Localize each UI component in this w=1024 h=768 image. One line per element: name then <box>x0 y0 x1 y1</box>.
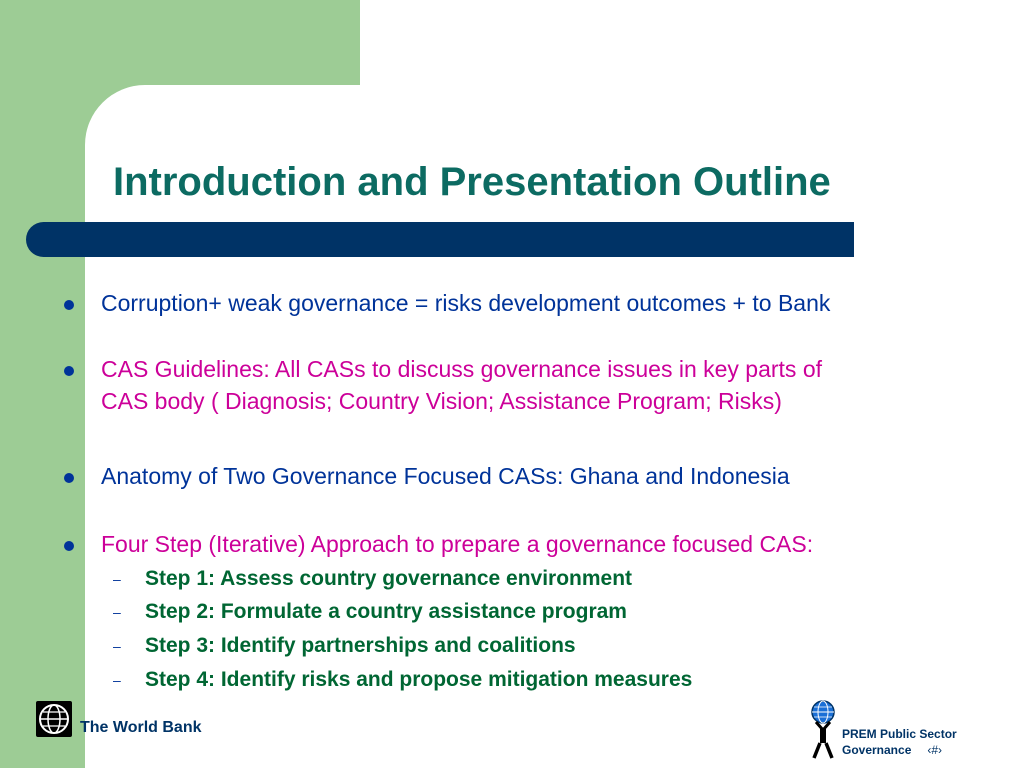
bullet-text: CAS body ( Diagnosis; Country Vision; Assistance Program; Risks) <box>101 388 782 414</box>
step-text: Step 3: Identify partnerships and coalitions <box>145 634 576 657</box>
step-text: Step 2: Formulate a country assistance program <box>145 600 627 623</box>
dash-icon: – <box>113 638 121 654</box>
title-underline-bar <box>26 222 854 257</box>
bullet-item <box>64 460 790 492</box>
bullet-dot-icon <box>64 541 74 551</box>
bullet-dot-icon <box>64 300 74 310</box>
globe-icon <box>36 701 72 737</box>
dash-icon: – <box>113 604 121 620</box>
step-item <box>113 666 692 694</box>
bullet-text: Corruption+ weak governance = risks development outcomes + to Bank <box>101 290 831 316</box>
organization-name: The World Bank <box>80 719 202 736</box>
prem-line-1: PREM Public Sector <box>842 727 957 741</box>
bullet-text: Anatomy of Two Governance Focused CASs: Ghana and Indonesia <box>101 463 790 489</box>
bullet-item <box>64 353 822 417</box>
atlas-figure-icon <box>808 700 838 760</box>
bullet-item <box>64 528 813 560</box>
bullet-text: Four Step (Iterative) Approach to prepare a governance focused CAS: <box>101 531 814 557</box>
bullet-text: CAS Guidelines: All CASs to discuss governance issues in key parts of <box>101 356 823 382</box>
bullet-dot-icon <box>64 366 74 376</box>
step-text: Step 1: Assess country governance environment <box>145 567 633 590</box>
slide-title: Introduction and Presentation Outline <box>113 160 831 204</box>
prem-governance-text: Governance <box>842 743 912 757</box>
step-text: Step 4: Identify risks and propose mitigation measures <box>145 668 693 691</box>
step-item <box>113 565 632 593</box>
dash-icon: – <box>113 672 121 688</box>
step-item <box>113 632 576 660</box>
dash-icon: – <box>113 571 121 587</box>
bullet-item <box>64 287 830 319</box>
footer-prem-label <box>842 726 957 758</box>
prem-line-2 <box>842 742 957 758</box>
bullet-dot-icon <box>64 473 74 483</box>
page-number: ‹#› <box>927 743 943 757</box>
step-item <box>113 598 627 626</box>
